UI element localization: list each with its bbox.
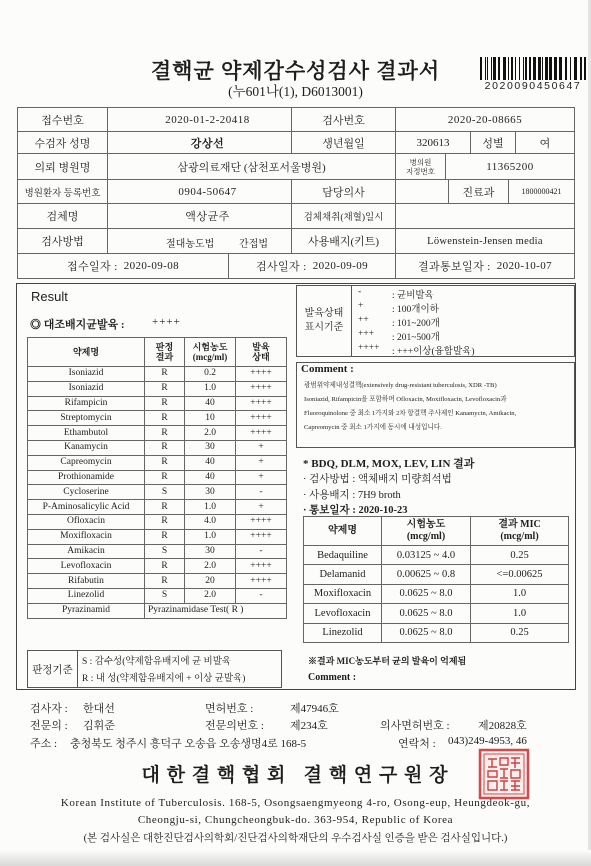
collection-label: 검체채취(채혈)일시 xyxy=(292,204,396,229)
header-drug: 약제명 xyxy=(28,338,145,367)
drug-drug-cell: P-Aminosalicylic Acid xyxy=(28,500,145,515)
drug-growth-cell: ++++ xyxy=(236,514,287,529)
mic-drug-cell: Moxifloxacin xyxy=(304,584,382,603)
pza-body xyxy=(28,603,287,618)
legend-text: : 101~200개 xyxy=(392,319,440,329)
legend-symbol: + xyxy=(358,301,364,311)
drug-row xyxy=(28,529,287,544)
control-growth-label: ◎ 대조배지균발육 : xyxy=(30,319,125,331)
header-growth xyxy=(236,338,287,367)
examiner-label: 검사자 : xyxy=(30,703,68,715)
comment-line: Fluoroquinolone 중 최소 1가지와 2차 항결핵 주사제인 Kanamycin, Amikacin, xyxy=(304,410,517,417)
drug-drug-cell: Levofloxacin xyxy=(28,559,145,574)
barcode-bar xyxy=(542,57,543,80)
mic-table xyxy=(303,516,569,643)
drug-result-cell: R xyxy=(145,396,185,411)
barcode-bar xyxy=(529,57,531,80)
drug-drug-cell: Isoniazid xyxy=(28,381,145,396)
drug-result-cell: R xyxy=(145,381,185,396)
received-date-label: 접수일자 : xyxy=(66,261,118,273)
barcode-bar xyxy=(519,57,520,80)
drug-drug-cell: Amikacin xyxy=(28,544,145,559)
drug-conc-cell: 40 xyxy=(185,470,236,485)
barcode-bar xyxy=(565,57,567,80)
contact-value: 043)249-4953, 46 xyxy=(448,735,527,747)
criteria-line-susceptible: S : 감수성(약제함유배지에 균 비발육 xyxy=(82,657,232,667)
result-heading: Result xyxy=(31,289,68,304)
barcode-bar xyxy=(508,57,509,80)
legend-symbol: - xyxy=(358,287,362,297)
mic-mic-cell: 1.0 xyxy=(471,604,569,623)
mic-row xyxy=(304,623,569,642)
pza-row xyxy=(28,603,287,618)
english-address-line1: Korean Institute of Tuberculosis. 168-5, Osongsaengmyeong 4-ro, Osong-eup, Heungdeok-gu, xyxy=(60,797,531,809)
drug-conc-cell: 30 xyxy=(185,485,236,500)
received-date-value: 2020-09-08 xyxy=(123,260,180,272)
mic-mic-cell: 1.0 xyxy=(471,584,569,603)
drug-drug-cell: Ethambutol xyxy=(28,426,145,441)
mic-table-body xyxy=(304,546,569,643)
drug-growth-cell: ++++ xyxy=(236,396,287,411)
legend-text: : 100개이하 xyxy=(392,305,439,315)
medium-label: 사용배지(키트) xyxy=(292,229,396,254)
hospital-label: 의뢰 병원명 xyxy=(18,154,108,180)
drug-conc-cell: 30 xyxy=(185,544,236,559)
mic-header-result xyxy=(471,517,569,546)
drug-row xyxy=(28,574,287,589)
specialist-no-label: 전문의번호 : xyxy=(205,720,264,732)
drug-conc-cell: 30 xyxy=(185,440,236,455)
barcode xyxy=(479,57,587,80)
hospital-value: 삼광의료재단 (삼천포서울병원) xyxy=(108,154,396,180)
medical-license-number: 제20828호 xyxy=(478,720,527,732)
susceptibility-table xyxy=(27,337,287,619)
method-value xyxy=(108,229,292,254)
drug-drug-cell: Ofloxacin xyxy=(28,514,145,529)
header-concentration-line1: 시험농도 xyxy=(192,342,228,352)
pza-drug-cell: Pyrazinamid xyxy=(28,603,145,618)
pza-test-cell: Pyrazinamidase Test( R ) xyxy=(145,603,287,618)
drug-row xyxy=(28,500,287,515)
drug-conc-cell: 2.0 xyxy=(185,559,236,574)
drug-growth-cell: - xyxy=(236,485,287,500)
barcode-bar xyxy=(498,57,500,80)
mic-header-result-line2: (mcg/ml) xyxy=(500,531,539,542)
info-row-registration xyxy=(18,180,575,204)
mic-method-value: 액체배지 미량희석법 xyxy=(357,474,452,485)
drug-result-cell: R xyxy=(145,411,185,426)
mic-heading: * BDQ, DLM, MOX, LEV, LIN 결과 xyxy=(303,458,475,470)
medium-value: Löwenstein-Jensen media xyxy=(396,229,575,254)
mic-row xyxy=(304,604,569,623)
drug-result-cell: R xyxy=(145,440,185,455)
legend-symbol: ++ xyxy=(358,315,369,325)
mic-method xyxy=(303,471,452,486)
specimen-label: 검체명 xyxy=(18,204,108,229)
tested-date-value: 2020-09-09 xyxy=(312,260,369,272)
control-growth-value: ++++ xyxy=(152,316,181,328)
drug-result-cell: R xyxy=(145,470,185,485)
dept-label: 진료과 xyxy=(449,180,509,204)
mic-drug-cell: Bedaquiline xyxy=(304,546,382,565)
drug-conc-cell: 1.0 xyxy=(185,529,236,544)
mic-header-concentration xyxy=(382,517,471,546)
susceptibility-header-row xyxy=(28,338,287,367)
barcode-bar xyxy=(533,57,536,80)
examiner-name: 한대선 xyxy=(83,703,115,715)
mic-row xyxy=(304,565,569,584)
drug-conc-cell: 1.0 xyxy=(185,381,236,396)
header-judgment-line2: 결과 xyxy=(155,352,174,362)
header-judgment xyxy=(145,338,185,367)
drug-conc-cell: 2.0 xyxy=(185,588,236,603)
reported-date-label: 결과통보일자 : xyxy=(417,261,491,273)
mic-header-result-line1: 결과 MIC xyxy=(498,519,541,530)
growth-legend-title-line1: 발육상태 xyxy=(304,308,344,319)
header-growth-line1: 발육 xyxy=(252,342,270,352)
drug-row xyxy=(28,440,287,455)
barcode-bar xyxy=(503,57,506,80)
sex-label: 성별 xyxy=(471,132,516,154)
drug-row xyxy=(28,514,287,529)
drug-drug-cell: Moxifloxacin xyxy=(28,529,145,544)
drug-result-cell: R xyxy=(145,529,185,544)
barcode-bar xyxy=(493,57,496,80)
drug-growth-cell: + xyxy=(236,455,287,470)
mic-conc-cell: 0.00625 ~ 0.8 xyxy=(382,565,471,584)
drug-result-cell: R xyxy=(145,367,185,382)
barcode-bar xyxy=(487,57,488,80)
drug-row xyxy=(28,396,287,411)
hospital-code-label-line2: 지정번호 xyxy=(406,166,435,176)
drug-conc-cell: 1.0 xyxy=(185,500,236,515)
mic-medium xyxy=(303,487,401,502)
barcode-bar xyxy=(559,57,562,80)
legend-text: : 201~500개 xyxy=(392,333,440,343)
drug-growth-cell: ++++ xyxy=(236,411,287,426)
drug-row xyxy=(28,411,287,426)
mic-mic-cell: 0.25 xyxy=(471,546,569,565)
specialist-label: 전문의 : xyxy=(30,720,68,732)
drug-conc-cell: 2.0 xyxy=(185,426,236,441)
info-row-hospital xyxy=(18,154,575,180)
drug-result-cell: R xyxy=(145,559,185,574)
mic-drug-cell: Delamanid xyxy=(304,565,382,584)
barcode-bar xyxy=(545,57,548,80)
drug-conc-cell: 20 xyxy=(185,574,236,589)
criteria-line-resistant: R : 내 성(약제함유배지에 + 이상 균발육) xyxy=(82,674,246,684)
mic-comment-label: Comment : xyxy=(308,672,357,683)
mic-drug-cell: Linezolid xyxy=(304,623,382,642)
barcode-bar xyxy=(549,57,552,80)
drug-result-cell: R xyxy=(145,500,185,515)
hospital-code-value: 11365200 xyxy=(446,154,575,180)
mic-report-date xyxy=(303,502,407,517)
doctor-label: 담당의사 xyxy=(292,180,396,204)
drug-row xyxy=(28,455,287,470)
mic-row xyxy=(304,584,569,603)
english-address-line2: Cheongju-si, Chungcheongbuk-do. 363-954, Republic of Korea xyxy=(137,814,454,826)
address-value: 충청북도 청주시 흥덕구 오송읍 오송생명4로 168-5 xyxy=(70,738,307,750)
comment-label: Comment : xyxy=(301,363,354,375)
institution-name: 대 한 결 핵 협 회 결 핵 연 구 원 장 xyxy=(141,765,449,786)
drug-drug-cell: Capreomycin xyxy=(28,455,145,470)
drug-growth-cell: ++++ xyxy=(236,559,287,574)
drug-growth-cell: - xyxy=(236,588,287,603)
barcode-bar xyxy=(491,57,492,80)
header-concentration-line2: (mcg/ml) xyxy=(192,352,228,362)
barcode-bar xyxy=(525,57,527,80)
mic-conc-cell: 0.0625 ~ 8.0 xyxy=(382,623,471,642)
reported-date xyxy=(396,254,575,279)
receipt-no-value: 2020-01-2-20418 xyxy=(108,108,292,132)
barcode-bar xyxy=(554,57,557,80)
barcode-bar xyxy=(523,57,524,80)
tested-date-label: 검사일자 : xyxy=(255,261,307,273)
doctor-value xyxy=(396,180,449,204)
drug-conc-cell: 0.2 xyxy=(185,367,236,382)
medical-license-label: 의사면허번호 : xyxy=(380,720,450,732)
mic-header-concentration-line1: 시험농도 xyxy=(406,519,446,530)
contact-label: 연락처 : xyxy=(398,738,436,750)
criteria-label: 판정기준 xyxy=(28,651,78,687)
report-subtitle: (누601나(1), D6013001) xyxy=(228,84,363,99)
legend-symbol: +++ xyxy=(358,329,375,339)
drug-result-cell: S xyxy=(145,588,185,603)
drug-growth-cell: ++++ xyxy=(236,367,287,382)
comment-line: 광범위약제내성결핵(extensively drug-resistant tuberculosis, XDR -TB) xyxy=(304,382,497,389)
hospital-code-label-line1: 병의원 xyxy=(409,157,432,167)
tested-date xyxy=(229,254,396,279)
drug-drug-cell: Linezolid xyxy=(28,588,145,603)
info-row-method xyxy=(18,229,575,254)
mic-row xyxy=(304,546,569,565)
drug-row xyxy=(28,544,287,559)
mic-conc-cell: 0.03125 ~ 4.0 xyxy=(382,546,471,565)
comment-line: Isoniazid, Rifampicin을 포함하며 Ofloxacin, Moxifloxacin, Levofloxacin과 xyxy=(304,396,507,403)
receipt-no-label: 접수번호 xyxy=(18,108,108,132)
drug-conc-cell: 40 xyxy=(185,396,236,411)
sex-value: 여 xyxy=(516,132,575,154)
specimen-value: 액상균주 xyxy=(108,204,292,229)
mic-report-date-label: · 통보일자 : xyxy=(303,505,356,516)
test-no-value: 2020-20-08665 xyxy=(396,108,575,132)
method-concentration: 절대농도법 xyxy=(166,239,215,250)
mic-mic-cell: <=0.00625 xyxy=(471,565,569,584)
mic-header-concentration-line2: (mcg/ml) xyxy=(406,531,446,542)
growth-legend-title-line2: 표시기준 xyxy=(304,322,344,333)
mic-medium-value: 7H9 broth xyxy=(357,490,401,501)
barcode-bar xyxy=(580,57,582,80)
barcode-bar xyxy=(515,57,516,80)
patient-info-table xyxy=(17,107,575,279)
comment-line: Capreomycin 중 최소 1가지에 동시에 내성입니다. xyxy=(304,424,442,431)
header-judgment-line1: 판정 xyxy=(155,342,174,352)
drug-row xyxy=(28,426,287,441)
drug-row xyxy=(28,470,287,485)
mic-report-date-value: 2020-10-23 xyxy=(358,505,408,516)
dob-value: 320613 xyxy=(396,132,471,154)
drug-growth-cell: ++++ xyxy=(236,529,287,544)
test-no-label: 검사번호 xyxy=(292,108,396,132)
patient-reg-label: 병원환자 등록번호 xyxy=(18,180,108,204)
susceptibility-table-body xyxy=(28,367,287,604)
mic-header-row xyxy=(304,517,569,546)
header-concentration xyxy=(185,338,236,367)
scan-edge-bottom xyxy=(0,850,591,866)
susceptibility-table-head xyxy=(28,338,287,367)
legend-symbol: ++++ xyxy=(358,343,380,353)
barcode-bar xyxy=(511,57,513,80)
drug-row xyxy=(28,485,287,500)
drug-result-cell: R xyxy=(145,455,185,470)
patient-reg-value: 0904-50647 xyxy=(108,180,292,204)
address-label: 주소 : xyxy=(30,738,58,750)
dob-label: 생년월일 xyxy=(292,132,396,154)
drug-conc-cell: 10 xyxy=(185,411,236,426)
mic-conc-cell: 0.0625 ~ 8.0 xyxy=(382,584,471,603)
certification-note: (본 검사실은 대한진단검사의학회/진단검사의학재단의 우수검사실 인증을 받은 검사실입니다.) xyxy=(83,833,508,844)
drug-drug-cell: Rifabutin xyxy=(28,574,145,589)
received-date xyxy=(18,254,229,279)
barcode-bar xyxy=(584,57,586,80)
mic-table-head xyxy=(304,517,569,546)
drug-row xyxy=(28,588,287,603)
info-row-receipt xyxy=(18,108,575,132)
drug-drug-cell: Streptomycin xyxy=(28,411,145,426)
drug-growth-cell: + xyxy=(236,470,287,485)
drug-result-cell: S xyxy=(145,544,185,559)
header-growth-line2: 상태 xyxy=(252,352,270,362)
mic-conc-cell: 0.0625 ~ 8.0 xyxy=(382,604,471,623)
drug-row xyxy=(28,559,287,574)
drug-drug-cell: Cycloserine xyxy=(28,485,145,500)
drug-growth-cell: ++++ xyxy=(236,574,287,589)
hospital-code-label xyxy=(396,154,446,180)
dept-value: 1800000421 xyxy=(509,180,575,204)
barcode-bar xyxy=(485,57,486,80)
info-row-patient xyxy=(18,132,575,154)
patient-name-value: 강상선 xyxy=(108,132,292,154)
barcode-bar xyxy=(570,57,571,80)
drug-conc-cell: 40 xyxy=(185,455,236,470)
mic-drug-cell: Levofloxacin xyxy=(304,604,382,623)
mic-header-drug: 약제명 xyxy=(304,517,382,546)
drug-growth-cell: + xyxy=(236,440,287,455)
drug-row xyxy=(28,381,287,396)
reported-date-value: 2020-10-07 xyxy=(496,260,553,272)
license-number: 제47946호 xyxy=(290,703,339,715)
license-label: 면허번호 : xyxy=(205,703,254,715)
drug-drug-cell: Rifampicin xyxy=(28,396,145,411)
drug-drug-cell: Kanamycin xyxy=(28,440,145,455)
report-title: 결핵균 약제감수성검사 결과서 xyxy=(150,59,441,83)
drug-drug-cell: Prothionamide xyxy=(28,470,145,485)
legend-text: : +++이상(융합발육) xyxy=(392,347,475,357)
barcode-number: 2020090450647 xyxy=(484,80,582,92)
drug-drug-cell: Isoniazid xyxy=(28,367,145,382)
drug-result-cell: R xyxy=(145,574,185,589)
drug-growth-cell: - xyxy=(236,544,287,559)
barcode-bar xyxy=(480,57,482,80)
growth-legend-title xyxy=(297,286,352,356)
mic-mic-cell: 0.25 xyxy=(471,623,569,642)
mic-note: ※결과 MIC농도부터 균의 발육이 억제됨 xyxy=(308,656,467,666)
collection-value xyxy=(396,204,575,229)
method-type: 간접법 xyxy=(239,239,268,250)
drug-result-cell: R xyxy=(145,514,185,529)
mic-medium-label: · 사용배지 : xyxy=(303,490,356,501)
drug-result-cell: R xyxy=(145,426,185,441)
drug-result-cell: S xyxy=(145,485,185,500)
legend-text: : 균비발육 xyxy=(392,291,434,301)
barcode-bar xyxy=(574,57,577,80)
info-row-specimen xyxy=(18,204,575,229)
drug-conc-cell: 4.0 xyxy=(185,514,236,529)
method-label: 검사방법 xyxy=(18,229,108,254)
specialist-name: 김휘준 xyxy=(83,720,115,732)
specialist-no: 제234호 xyxy=(290,720,328,732)
patient-name-label: 수검자 성명 xyxy=(18,132,108,154)
barcode-bar xyxy=(538,57,541,80)
drug-growth-cell: + xyxy=(236,500,287,515)
drug-growth-cell: ++++ xyxy=(236,381,287,396)
info-row-dates xyxy=(18,254,575,279)
drug-growth-cell: ++++ xyxy=(236,426,287,441)
mic-method-label: · 검사방법 : xyxy=(303,474,356,485)
drug-row xyxy=(28,367,287,382)
